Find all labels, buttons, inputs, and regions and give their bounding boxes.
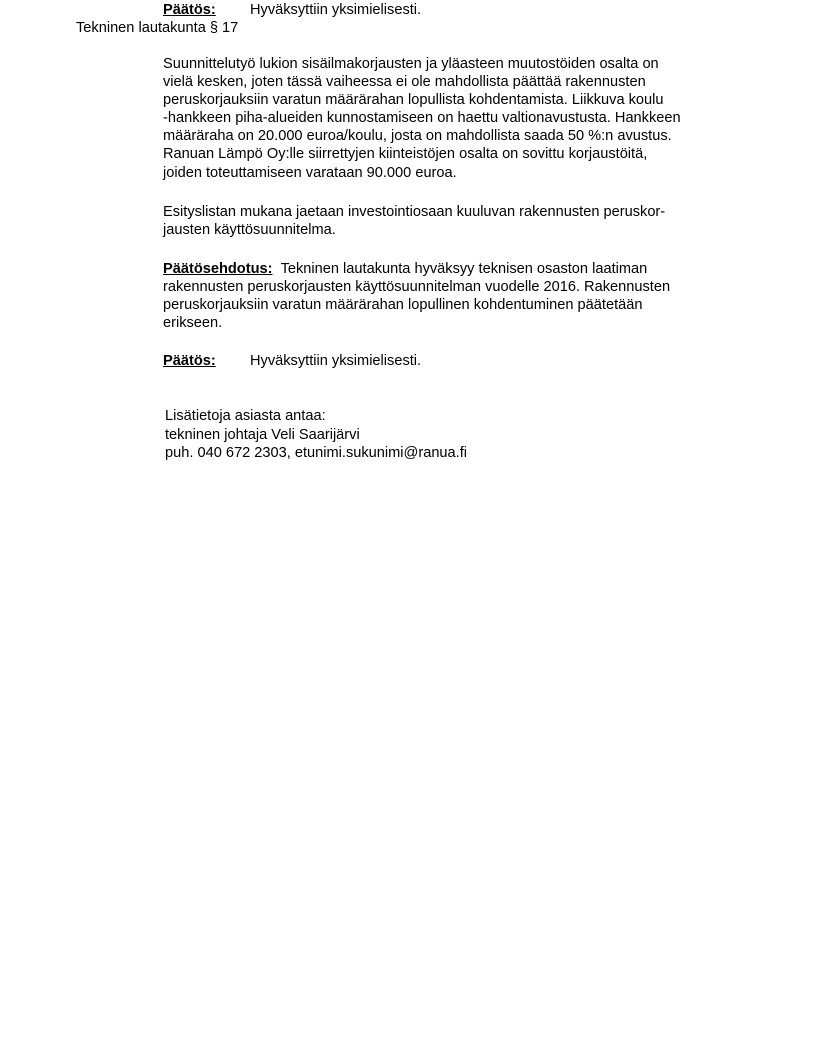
top-decision-label: Päätös: [163, 2, 216, 18]
paragraph-line: -hankkeen piha-alueiden kunnostamiseen on haettu valtionavustusta. Hankkeen [163, 110, 681, 127]
contact-info [165, 407, 745, 463]
paragraph-planning [163, 55, 743, 182]
paragraph-line: jausten käyttösuunnitelma. [163, 222, 336, 239]
proposal-first-line [163, 260, 743, 278]
contact-line: tekninen johtaja Veli Saarijärvi [165, 426, 360, 443]
proposal-label: Päätösehdotus: [163, 261, 273, 277]
paragraph-line: Esityslistan mukana jaetaan investointiosaan kuuluvan rakennusten peruskor- [163, 204, 666, 220]
decision-text: Hyväksyttiin yksimielisesti. [250, 353, 422, 369]
decision-proposal [163, 260, 743, 332]
contact-line: puh. 040 672 2303, etunimi.sukunimi@ranua.fi [165, 445, 468, 461]
proposal-line: peruskorjauksiin varatun määrärahan lopullinen kohdentuminen päätetään [163, 297, 643, 314]
paragraph-line: vielä kesken, joten tässä vaiheessa ei ole mahdollista päättää rakennusten [163, 74, 646, 91]
paragraph-line: Ranuan Lämpö Oy:lle siirrettyjen kiinteistöjen osalta on sovittu korjaustöitä, [163, 146, 648, 163]
contact-line: Lisätietoja asiasta antaa: [165, 408, 326, 424]
paragraph-line: joiden toteuttamiseen varataan 90.000 euroa. [163, 164, 457, 181]
paragraph-line: Suunnittelutyö lukion sisäilmakorjausten ja yläasteen muutostöiden osalta on [163, 56, 659, 72]
top-decision-text: Hyväksyttiin yksimielisesti. [250, 2, 422, 18]
paragraph-attachment [163, 203, 743, 239]
paragraph-line: määräraha on 20.000 euroa/koulu, josta on mahdollista saada 50 %:n avustus. [163, 128, 672, 145]
section-header: Tekninen lautakunta § 17 [76, 20, 239, 36]
paragraph-line: peruskorjauksiin varatun määrärahan lopullista kohdentamista. Liikkuva koulu [163, 92, 664, 109]
decision-label: Päätös: [163, 353, 216, 369]
proposal-line: Tekninen lautakunta hyväksyy teknisen osaston laatiman [280, 261, 648, 277]
proposal-line: rakennusten peruskorjausten käyttösuunnitelman vuodelle 2016. Rakennusten [163, 279, 671, 296]
proposal-line: erikseen. [163, 315, 223, 332]
